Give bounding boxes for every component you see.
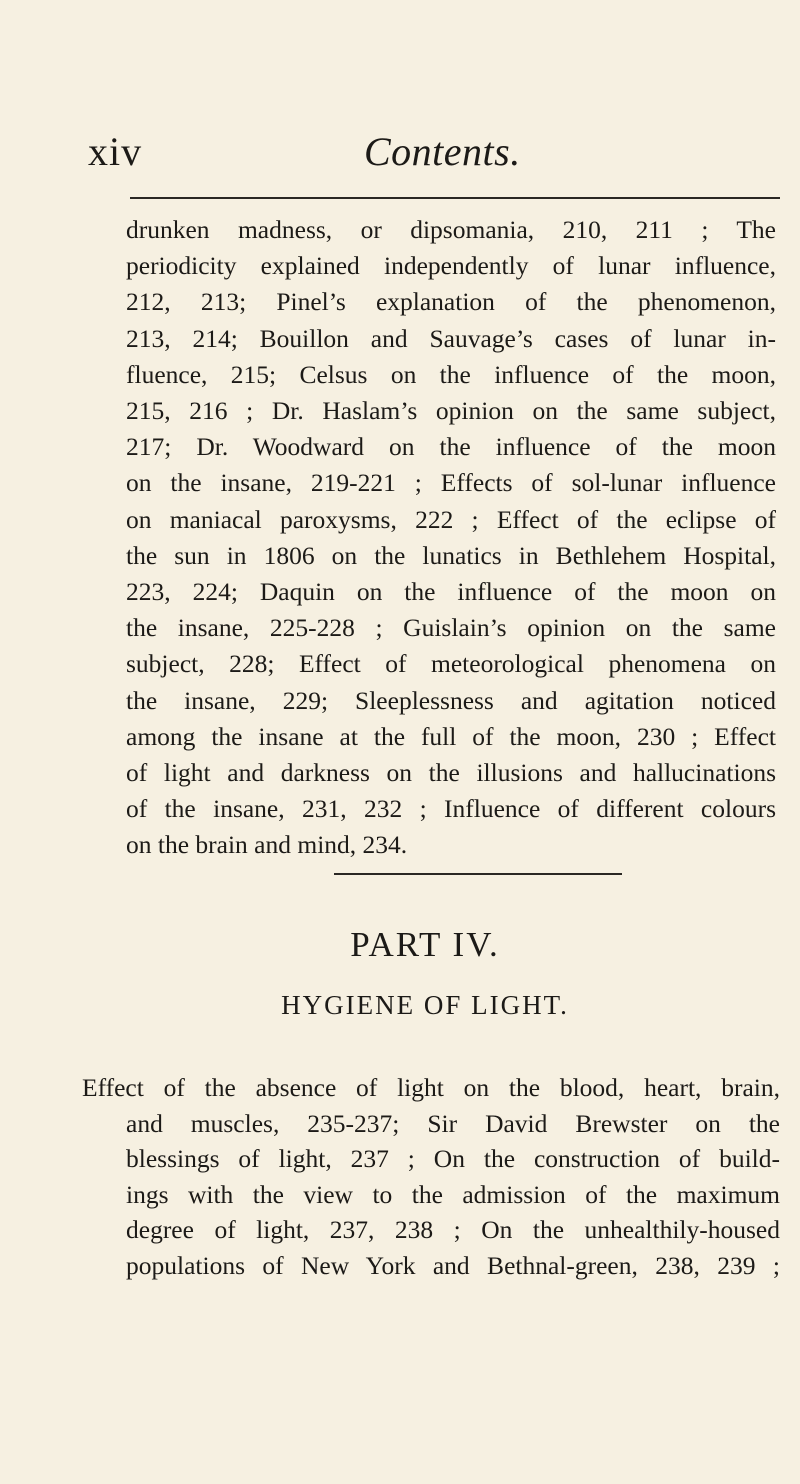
text-line: 213, 214; Bouillon and Sauvage’s cases of lunar in-	[126, 323, 776, 353]
page-number: xiv	[88, 129, 143, 174]
text-line: populations of New York and Bethnal-green, 238, 239 ;	[126, 1250, 780, 1280]
part-contents-entry	[82, 1070, 780, 1284]
text-line: periodicity explained independently of lunar influence,	[126, 251, 776, 281]
part-heading: PART IV.	[350, 925, 500, 964]
text-line: the sun in 1806 on the lunatics in Bethlehem Hospital,	[126, 540, 776, 570]
header-rule	[130, 197, 780, 199]
text-line: among the insane at the full of the moon, 230 ; Effect	[126, 721, 776, 751]
text-line: on the insane, 219-221 ; Effects of sol-lunar influence	[126, 468, 776, 498]
text-line: 217; Dr. Woodward on the influence of the moon	[126, 432, 776, 462]
text-line: the insane, 229; Sleeplessness and agitation noticed	[126, 685, 776, 715]
text-line: on maniacal paroxysms, 222 ; Effect of the eclipse of	[126, 504, 776, 534]
text-line: subject, 228; Effect of meteorological phenomena on	[126, 649, 776, 679]
text-line: blessings of light, 237 ; On the construction of build-	[126, 1144, 780, 1174]
part-subheading: HYGIENE OF LIGHT.	[281, 990, 569, 1020]
running-title: Contents.	[364, 129, 521, 174]
text-line: and muscles, 235-237; Sir David Brewster on the	[126, 1108, 780, 1138]
text-line: 223, 224; Daquin on the influence of the moon on	[126, 577, 776, 607]
text-line: of light and darkness on the illusions and hallucinations	[126, 758, 776, 788]
text-line: ings with the view to the admission of the maximum	[126, 1179, 780, 1209]
text-line: of the insane, 231, 232 ; Influence of different colours	[126, 794, 776, 824]
text-line: degree of light, 237, 238 ; On the unhealthily-housed	[126, 1215, 780, 1245]
text-line: the insane, 225-228 ; Guislain’s opinion on the same	[126, 613, 776, 643]
text-line: on the brain and mind, 234.	[126, 830, 408, 860]
contents-entry-continued	[126, 212, 776, 864]
text-line: drunken madness, or dipsomania, 210, 211 ; The	[126, 215, 776, 244]
running-head	[88, 122, 780, 182]
text-line: Effect of the absence of light on the blood, heart, brain,	[82, 1073, 780, 1102]
text-line: 212, 213; Pinel’s explanation of the phenomenon,	[126, 287, 776, 317]
text-line: fluence, 215; Celsus on the influence of the moon,	[126, 359, 776, 389]
section-divider	[334, 873, 622, 875]
text-line: 215, 216 ; Dr. Haslam’s opinion on the same subject,	[126, 396, 776, 426]
